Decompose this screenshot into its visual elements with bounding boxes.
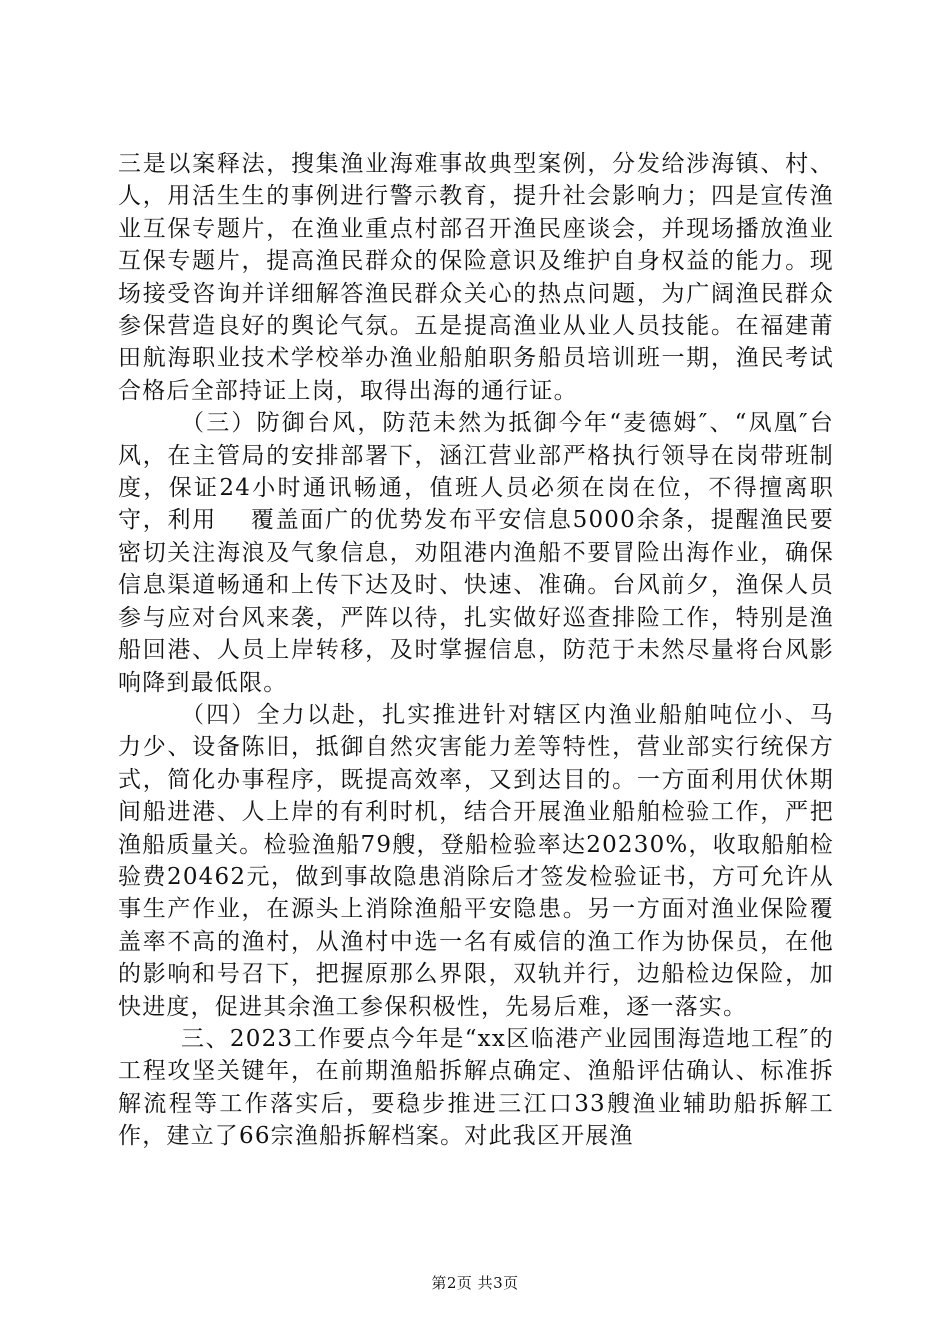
- page-number-footer: 第2页 共3页: [431, 1274, 519, 1292]
- paragraph-1: 三是以案释法，搜集渔业海难事故典型案例，分发给涉海镇、村、人，用活生生的事例进行警示教育，提升社会影响力；四是宣传渔业互保专题片，在渔业重点村部召开渔民座谈会，并现场播放渔业互保专题片，提高渔民群众的保险意识及维护自身权益的能力。现场接受咨询并详细解答渔民群众关心的热点问题，为广阔渔民群众参保营造良好的舆论气氛。五是提高渔业从业人员技能。在福建莆田航海职业技术学校举办渔业船舶职务船员培训班一期，渔民考试合格后全部持证上岗，取得出海的通行证。: [118, 151, 834, 404]
- paragraph-4: 三、2023工作要点今年是“xx区临港产业园围海造地工程″的工程攻坚关键年，在前期渔船拆解点确定、渔船评估确认、标准拆解流程等工作落实后，要稳步推进三江口33艘渔业辅助船拆解工作，建立了66宗渔船拆解档案。对此我区开展渔: [118, 1025, 834, 1150]
- paragraph-3: （四）全力以赴，扎实推进针对辖区内渔业船舶吨位小、马力少、设备陈旧，抵御自然灾害能力差等特性，营业部实行统保方式，简化办事程序，既提高效率，又到达目的。一方面利用伏休期间船进港、人上岸的有利时机，结合开展渔业船舶检验工作，严把渔船质量关。检验渔船79艘，登船检验率达20230%，收取船舶检验费20462元，做到事故隐患消除后才签发检验证书，方可允许从事生产作业，在源头上消除渔船平安隐患。另一方面对渔业保险覆盖率不高的渔村，从渔村中选一名有威信的渔工作为协保员，在他的影响和号召下，把握原那么界限，双轨并行，边船检边保险，加快进度，促进其余渔工参保积极性，先易后难，逐一落实。: [118, 701, 834, 1020]
- document-body: [118, 148, 834, 1153]
- paragraph-2: （三）防御台风，防范未然为抵御今年“麦德姆″、“凤凰″台风，在主管局的安排部署下，涵江营业部严格执行领导在岗带班制度，保证24小时通讯畅通，值班人员必须在岗在位，不得擅离职守，利用 覆盖面广的优势发布平安信息5000余条，提醒渔民要密切关注海浪及气象信息，劝阻港内渔船不要冒险出海作业，确保信息渠道畅通和上传下达及时、快速、准确。台风前夕，渔保人员参与应对台风来袭，严阵以待，扎实做好巡查排险工作，特别是渔船回港、人员上岸转移，及时掌握信息，防范于未然尽量将台风影响降到最低限。: [118, 410, 834, 696]
